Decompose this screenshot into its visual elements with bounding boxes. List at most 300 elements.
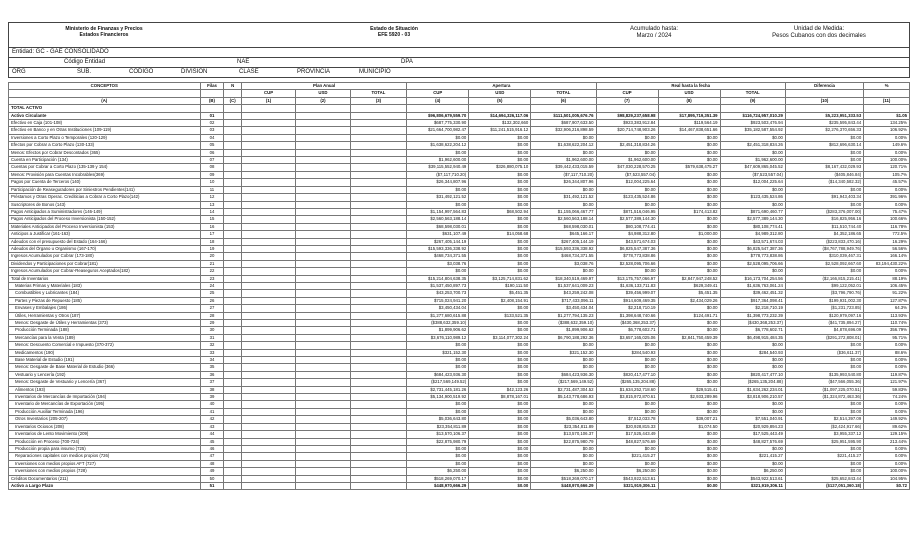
apertura-cup-cell: $15,214,804,638.35 xyxy=(407,275,469,282)
real-cup-cell: ($265,135,204.88) xyxy=(596,379,658,386)
note-cell xyxy=(224,282,241,289)
index-cell: (7) xyxy=(596,97,658,104)
plan-usd-cell xyxy=(296,208,350,215)
real-cup-cell: $0.00 xyxy=(596,342,658,349)
difference-cell: $0.00 xyxy=(785,201,863,208)
plan-cup-cell xyxy=(241,208,295,215)
percent-cell: 120.71% xyxy=(864,164,910,171)
plan-total-cell xyxy=(350,149,407,156)
real-total-cell: $0.00 xyxy=(720,268,785,275)
index-cell: (9) xyxy=(720,97,785,104)
plan-cup-cell xyxy=(241,438,295,445)
real-cup-cell: $12,004,225.64 xyxy=(596,179,658,186)
real-total-cell: $871,690,460.77 xyxy=(720,208,785,215)
row-number-cell: 38 xyxy=(200,386,224,393)
apertura-total-cell: $18,340,519,469.97 xyxy=(531,275,596,282)
table-row xyxy=(9,305,910,312)
apertura-usd-cell: $0.00 xyxy=(469,305,531,312)
row-number-cell: 12 xyxy=(200,194,224,201)
field-org: ORG xyxy=(12,69,26,75)
real-cup-cell: $0.00 xyxy=(596,445,658,452)
percent-cell: 106.45% xyxy=(864,282,910,289)
col-n: N xyxy=(224,83,241,90)
plan-usd-cell xyxy=(296,468,350,475)
plan-cup-cell xyxy=(241,357,295,364)
real-total-cell: $778,773,838.86 xyxy=(720,253,785,260)
row-number-cell: 25 xyxy=(200,290,224,297)
plan-cup-cell xyxy=(241,364,295,371)
apertura-total-cell: $717,433,096.11 xyxy=(531,297,596,304)
apertura-total-cell: $1,962,600.00 xyxy=(531,157,596,164)
real-total-cell: $48,827,576.69 xyxy=(720,438,785,445)
real-usd-cell: $0.00 xyxy=(658,327,720,334)
percent-cell: 0.00% xyxy=(864,364,910,371)
percent-cell: 91.22% xyxy=(864,290,910,297)
apertura-total-cell: $5,143,778,686.93 xyxy=(531,394,596,401)
concept-cell: Menos: Desgaste de Base Material de Estudio (366) xyxy=(9,364,201,371)
apertura-cup-cell: $2,560,563,188.14 xyxy=(407,216,469,223)
real-usd-cell: $0.00 xyxy=(658,171,720,178)
table-row xyxy=(9,320,910,327)
plan-total-cell xyxy=(350,445,407,452)
apertura-usd-cell: $0.00 xyxy=(469,401,531,408)
concept-cell: Materias Primas y Materiales (183) xyxy=(9,282,201,289)
col-diferencia: Diferencia xyxy=(785,83,863,90)
apertura-total-cell: $1,277,794,135.23 xyxy=(531,312,596,319)
apertura-total-cell: $0.00 xyxy=(531,342,596,349)
apertura-usd-cell: $0.00 xyxy=(469,453,531,460)
apertura-cup-cell: $687,775,330.90 xyxy=(407,120,469,127)
real-total-cell: $0.00 xyxy=(720,445,785,452)
plan-cup: CUP xyxy=(241,90,295,97)
real-usd-cell: $0.00 xyxy=(658,379,720,386)
apertura-total-cell: $0.00 xyxy=(531,460,596,467)
real-cup-cell: $0.00 xyxy=(596,186,658,193)
real-cup-cell: $778,773,838.86 xyxy=(596,253,658,260)
concept-cell: Envases y Embalajes (186) xyxy=(9,305,201,312)
real-usd-cell: $1,000.00 xyxy=(658,231,720,238)
real-usd-cell: $0.00 xyxy=(658,223,720,230)
plan-usd-cell xyxy=(296,401,350,408)
table-row xyxy=(9,120,910,127)
real-cup-cell: $221,415.27 xyxy=(596,453,658,460)
plan-total-cell xyxy=(350,127,407,134)
plan-cup-cell xyxy=(241,164,295,171)
percent-cell: 213.44% xyxy=(864,438,910,445)
row-number-cell: 23 xyxy=(200,275,224,282)
row-number-cell: 29 xyxy=(200,320,224,327)
table-row xyxy=(9,282,910,289)
real-total-cell: $1,634,262,234.01 xyxy=(720,386,785,393)
plan-usd-cell xyxy=(296,231,350,238)
plan-total-cell xyxy=(350,453,407,460)
concept-cell: Cuentas por Cobrar a Corto Plazo (135-139 y 154) xyxy=(9,164,201,171)
apertura-total-cell: $0.00 xyxy=(531,201,596,208)
real-usd-cell: $0.00 xyxy=(658,371,720,378)
apertura-cup-cell: $1,277,680,615.88 xyxy=(407,312,469,319)
percent-cell: 45.57% xyxy=(864,179,910,186)
apertura-total-cell: $1,155,066,467.77 xyxy=(531,208,596,215)
apertura-usd-cell: $0.00 xyxy=(469,431,531,438)
apertura-total-cell: $687,907,633.50 xyxy=(531,120,596,127)
plan-total-cell xyxy=(350,364,407,371)
period-value: Marzo / 2024 xyxy=(636,33,672,39)
real-usd-cell: $0.00 xyxy=(658,482,720,489)
apertura-total-cell: $2,731,487,304.52 xyxy=(531,386,596,393)
table-row xyxy=(9,438,910,445)
apertura-cup-cell: $0.00 xyxy=(407,201,469,208)
real-cup-cell: $284,540.93 xyxy=(596,349,658,356)
percent-cell: 0.00% xyxy=(864,201,910,208)
plan-usd-cell xyxy=(296,245,350,252)
concept-cell: Menos: Desgaste de Vestuario y Lencería (367) xyxy=(9,379,201,386)
apertura-total-cell: $0.00 xyxy=(531,186,596,193)
apertura-usd-cell: $0.00 xyxy=(469,416,531,423)
note-cell xyxy=(224,245,241,252)
table-row xyxy=(9,149,910,156)
plan-usd-cell xyxy=(296,460,350,467)
real-total-cell: $820,417,477.10 xyxy=(720,371,785,378)
plan-usd-cell xyxy=(296,431,350,438)
apertura-usd-cell: $0.00 xyxy=(469,379,531,386)
plan-cup-cell xyxy=(241,194,295,201)
percent-cell: $0.72 xyxy=(864,482,910,489)
apertura-usd-cell: $42,123.26 xyxy=(469,386,531,393)
note-cell xyxy=(224,253,241,260)
percent-cell: 74.24% xyxy=(864,394,910,401)
apertura-cup-cell: $684,423,936.30 xyxy=(407,371,469,378)
apertura-cup-cell: $0.00 xyxy=(407,408,469,415)
real-usd: USD xyxy=(658,90,720,97)
plan-cup-cell xyxy=(241,216,295,223)
plan-cup-cell xyxy=(241,453,295,460)
entity-name: Entidad: GC - GAE CONSOLIDADO xyxy=(12,49,109,55)
real-total-cell: ($7,523,557.04) xyxy=(720,171,785,178)
real-usd-cell: $0.00 xyxy=(658,431,720,438)
apertura-cup-cell: $5,134,900,519.92 xyxy=(407,394,469,401)
table-row xyxy=(9,416,910,423)
real-usd-cell: $0.00 xyxy=(658,453,720,460)
apertura-total-cell: $0.00 xyxy=(531,453,596,460)
real-usd-cell: $0.00 xyxy=(658,253,720,260)
note-cell xyxy=(224,334,241,341)
apertura-total-cell: $0.00 xyxy=(531,134,596,141)
apertura-total-cell: $31,492,121.52 xyxy=(531,194,596,201)
difference-cell: $91,943,403.34 xyxy=(785,194,863,201)
plan-cup-cell xyxy=(241,386,295,393)
plan-total-cell xyxy=(350,431,407,438)
plan-total-cell xyxy=(350,134,407,141)
table-row xyxy=(9,268,910,275)
table-row xyxy=(9,431,910,438)
percent-cell: 0.00% xyxy=(864,186,910,193)
real-total-cell: $47,609,865,045.52 xyxy=(720,164,785,171)
concept-cell: Pagos por Cuenta de Terceros (140) xyxy=(9,179,201,186)
difference-cell: $0.00 xyxy=(785,445,863,452)
plan-usd-cell xyxy=(296,149,350,156)
plan-cup-cell xyxy=(241,260,295,267)
plan-cup-cell xyxy=(241,282,295,289)
apertura-usd-cell: $8,878,167.01 xyxy=(469,394,531,401)
real-total-cell: $1,398,773,232.39 xyxy=(720,312,785,319)
real-total-cell: $0.00 xyxy=(720,134,785,141)
index-cell: (4) xyxy=(407,97,469,104)
apertura-total-cell: $518,269,070.17 xyxy=(531,475,596,482)
real-total-cell: $6,498,915,484.35 xyxy=(720,334,785,341)
index-cell: (1) xyxy=(241,97,295,104)
report-title: Estado de Situación xyxy=(370,26,418,32)
note-cell xyxy=(224,186,241,193)
unit-value: Pesos Cubanos con dos decimales xyxy=(772,33,866,39)
concept-cell: Suscriptores de Bonos (143) xyxy=(9,201,201,208)
real-total-cell: $12,004,225.64 xyxy=(720,179,785,186)
table-row xyxy=(9,171,910,178)
note-cell xyxy=(224,164,241,171)
plan-total-cell xyxy=(350,253,407,260)
apertura-cup-cell: ($217,569,149.52) xyxy=(407,379,469,386)
difference-cell: $0.00 xyxy=(785,468,863,475)
apertura-usd-cell: $5,451.35 xyxy=(469,290,531,297)
concept-cell: Efectivo en Caja (101-108) xyxy=(9,120,201,127)
apertura-usd-cell: $0.00 xyxy=(469,371,531,378)
table-row xyxy=(9,194,910,201)
apertura-usd-cell: $0.00 xyxy=(469,468,531,475)
table-row xyxy=(9,334,910,341)
real-usd-cell: $0.00 xyxy=(658,401,720,408)
concept-cell: Inventarios Ociosos (208) xyxy=(9,423,201,430)
note-cell xyxy=(224,157,241,164)
apertura-cup-cell: $631,107.49 xyxy=(407,231,469,238)
percent-cell: 0.00% xyxy=(864,149,910,156)
note-cell xyxy=(224,453,241,460)
apertura-cup-cell: $2,731,445,181.26 xyxy=(407,386,469,393)
plan-total-cell xyxy=(350,179,407,186)
real-usd-cell: $0.00 xyxy=(658,445,720,452)
percent-cell: 110.74% xyxy=(864,320,910,327)
percent-cell: 149.92% xyxy=(864,416,910,423)
concept-cell: Medicamentos (190) xyxy=(9,349,201,356)
concept-cell: Alimentos (193) xyxy=(9,386,201,393)
percent-cell: 16.29% xyxy=(864,238,910,245)
apertura-cup-cell: $1,154,997,564.83 xyxy=(407,208,469,215)
apertura-total-cell: $13,570,106.37 xyxy=(531,431,596,438)
real-usd-cell: $1,074.50 xyxy=(658,423,720,430)
real-cup-cell: $2,218,710.19 xyxy=(596,305,658,312)
sub-header-row xyxy=(9,90,910,97)
plan-total: TOTAL xyxy=(350,90,407,97)
real-total-cell: $284,540.93 xyxy=(720,349,785,356)
note-cell xyxy=(224,208,241,215)
plan-cup-cell xyxy=(241,245,295,252)
real-usd-cell: $0.00 xyxy=(658,357,720,364)
real-usd-cell: $0.00 xyxy=(658,268,720,275)
note-cell xyxy=(224,364,241,371)
table-row xyxy=(9,186,910,193)
plan-total-cell xyxy=(350,460,407,467)
apertura-cup-cell: $0.00 xyxy=(407,149,469,156)
plan-total-cell xyxy=(350,223,407,230)
row-number-cell: 26 xyxy=(200,297,224,304)
real-cup-cell: $0.00 xyxy=(596,357,658,364)
apertura-usd-cell: $0.00 xyxy=(469,268,531,275)
real-usd-cell: $119,564.19 xyxy=(658,120,720,127)
concept-cell: Menos: Efectos por Cobrar Descontados (365) xyxy=(9,149,201,156)
real-cup-cell: $20,714,748,903.26 xyxy=(596,127,658,134)
field-division: DIVISION xyxy=(181,69,208,75)
difference-cell: ($283,376,007.00) xyxy=(785,208,863,215)
difference-cell: $221,415.27 xyxy=(785,453,863,460)
plan-usd-cell xyxy=(296,164,350,171)
plan-cup-cell xyxy=(241,120,295,127)
concept-cell: Dividendos y Participaciones por Cobrar(181) xyxy=(9,260,201,267)
apertura-cup-cell: $22,875,980.79 xyxy=(407,438,469,445)
difference-cell: $8,167,432,029.93 xyxy=(785,164,863,171)
real-usd-cell: $0.00 xyxy=(658,320,720,327)
real-cup-cell: $4,988,312.80 xyxy=(596,231,658,238)
real-total-cell: $35,182,587,554.92 xyxy=(720,127,785,134)
concept-cell: Créditos Documentarios (211) xyxy=(9,475,201,482)
percent-cell: 0.00% xyxy=(864,460,910,467)
real-total-cell: $17,525,443.49 xyxy=(720,431,785,438)
concept-cell: Inversiones con medios propios AFT (727) xyxy=(9,460,201,467)
real-cup-cell: $6,250.00 xyxy=(596,468,658,475)
plan-usd-cell xyxy=(296,327,350,334)
col-conceptos: CONCEPTOS xyxy=(9,83,201,90)
apertura-cup-cell: $3,676,110,989.12 xyxy=(407,334,469,341)
difference-cell: $4,878,696.09 xyxy=(785,327,863,334)
plan-total-cell xyxy=(350,142,407,149)
real-total-cell: $116,724,957,010.29 xyxy=(720,112,785,119)
plan-cup-cell xyxy=(241,290,295,297)
real-total-cell: $0.00 xyxy=(720,408,785,415)
plan-usd-cell xyxy=(296,201,350,208)
apertura-usd-cell: $0.00 xyxy=(469,260,531,267)
row-number-cell: 19 xyxy=(200,245,224,252)
apertura-usd-cell: $0.00 xyxy=(469,157,531,164)
apertura-cup-cell: $1,537,450,897.73 xyxy=(407,282,469,289)
real-cup-cell: $2,577,389,144.30 xyxy=(596,216,658,223)
difference-cell: ($2,166,815,215.41) xyxy=(785,275,863,282)
plan-total-cell xyxy=(350,468,407,475)
plan-total-cell xyxy=(350,208,407,215)
apertura-total-cell: ($388,632,359.10) xyxy=(531,320,596,327)
plan-usd-cell xyxy=(296,112,350,119)
real-usd-cell: $0.00 xyxy=(658,245,720,252)
table-row xyxy=(9,386,910,393)
report-header xyxy=(8,22,910,48)
note-cell xyxy=(224,320,241,327)
percent-cell: 59.83% xyxy=(864,386,910,393)
apertura-cup-cell: $3,038.76 xyxy=(407,260,469,267)
statements-label: Estados Financieros xyxy=(79,32,129,38)
real-usd-cell: $0.00 xyxy=(658,342,720,349)
plan-usd-cell xyxy=(296,157,350,164)
plan-cup-cell xyxy=(241,431,295,438)
note-cell xyxy=(224,327,241,334)
row-number-cell: 50 xyxy=(200,475,224,482)
concept-cell: Combustibles y Lubricantes (184) xyxy=(9,290,201,297)
table-row xyxy=(9,357,910,364)
apertura-total-cell: $321,152.30 xyxy=(531,349,596,356)
plan-cup-cell xyxy=(241,275,295,282)
real-cup-cell: $0.00 xyxy=(596,149,658,156)
table-row xyxy=(9,290,910,297)
percent-cell: 0.00% xyxy=(864,357,910,364)
real-cup-cell: $80,108,774.41 xyxy=(596,223,658,230)
note-cell xyxy=(224,127,241,134)
difference-cell: $0.00 xyxy=(785,364,863,371)
apertura-cup-cell: $715,024,941.20 xyxy=(407,297,469,304)
row-number-cell: 42 xyxy=(200,416,224,423)
percent-cell: 104.95% xyxy=(864,475,910,482)
apertura-usd-cell: $326,880,075.10 xyxy=(469,164,531,171)
real-cup-cell: $17,525,443.49 xyxy=(596,431,658,438)
percent-cell: 0.00% xyxy=(864,408,910,415)
plan-cup-cell xyxy=(241,460,295,467)
note-cell xyxy=(224,423,241,430)
note-cell xyxy=(224,223,241,230)
index-cell: (B) xyxy=(200,97,224,104)
real-total-cell: $3,818,906,210.57 xyxy=(720,394,785,401)
concept-cell: Adeudos del Órgano u Organismo (167-170) xyxy=(9,245,201,252)
apertura-cup-cell: $1,899,906.62 xyxy=(407,327,469,334)
plan-total-cell xyxy=(350,275,407,282)
difference-cell: $120,979,097.16 xyxy=(785,312,863,319)
difference-cell: $3,955,337.12 xyxy=(785,431,863,438)
plan-usd-cell xyxy=(296,305,350,312)
plan-cup-cell xyxy=(241,201,295,208)
plan-usd-cell xyxy=(296,275,350,282)
apertura-total-cell: $39,442,433,015.59 xyxy=(531,164,596,171)
apertura-total-cell: ($217,569,149.52) xyxy=(531,379,596,386)
real-total-cell: $2,218,710.19 xyxy=(720,305,785,312)
plan-cup-cell xyxy=(241,445,295,452)
apertura-usd-cell: $0.00 xyxy=(469,216,531,223)
section-title-row xyxy=(9,105,910,112)
concept-cell: Producción Auxiliar Terminada (196) xyxy=(9,408,201,415)
real-total-cell: $80,108,774.41 xyxy=(720,223,785,230)
row-number-cell: 48 xyxy=(200,460,224,467)
index-cell: (C) xyxy=(224,97,241,104)
apertura-usd-cell: $0.00 xyxy=(469,475,531,482)
table-row xyxy=(9,475,910,482)
index-cell: (10) xyxy=(785,97,863,104)
row-number-cell: 05 xyxy=(200,142,224,149)
apertura-total-cell: $1,899,906.62 xyxy=(531,327,596,334)
real-total-cell: $917,364,098.41 xyxy=(720,297,785,304)
apertura-usd-cell: $3,114,077,302.24 xyxy=(469,334,531,341)
note-cell xyxy=(224,386,241,393)
row-number-cell: 15 xyxy=(200,216,224,223)
row-number-cell: 18 xyxy=(200,238,224,245)
note-cell xyxy=(224,260,241,267)
real-total-cell: $2,577,389,144.30 xyxy=(720,216,785,223)
apertura-usd-cell: $190,111.50 xyxy=(469,282,531,289)
apertura-cup-cell: $26,344,807.96 xyxy=(407,179,469,186)
apertura-total-cell: $111,501,005,676.76 xyxy=(531,112,596,119)
plan-usd-cell xyxy=(296,171,350,178)
plan-cup-cell xyxy=(241,482,295,489)
real-cup-cell: $2,528,095,706.66 xyxy=(596,260,658,267)
apertura-usd-cell: $14,058.68 xyxy=(469,231,531,238)
table-row xyxy=(9,142,910,149)
real-total: TOTAL xyxy=(720,90,785,97)
row-number-cell: 24 xyxy=(200,282,224,289)
row-number-cell: 36 xyxy=(200,371,224,378)
percent-cell: $1.05 xyxy=(864,112,910,119)
difference-cell: ($47,566,055.36) xyxy=(785,379,863,386)
table-row xyxy=(9,468,910,475)
